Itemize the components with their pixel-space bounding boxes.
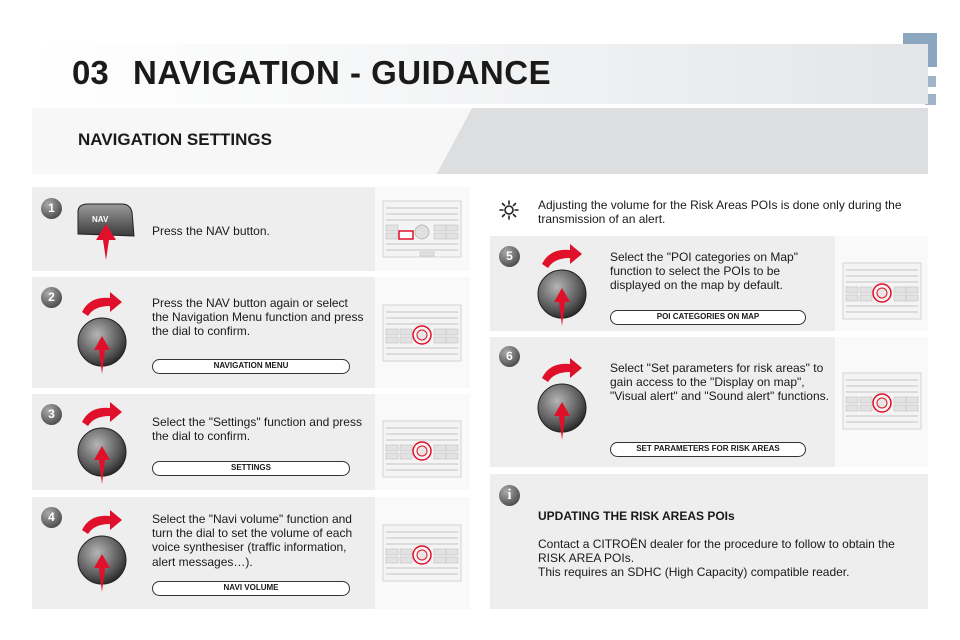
info-text: Contact a CITROËN dealer for the procedure to follow to obtain the RISK AREA POIs.: [538, 537, 895, 566]
nav-key-label: NAV: [92, 215, 109, 224]
rotary-dial-icon: [530, 356, 600, 444]
nav-key-icon: [70, 196, 142, 264]
menu-label-settings: SETTINGS: [152, 461, 350, 476]
rotary-dial-icon: [70, 290, 140, 378]
step-text: Select "Set parameters for risk areas" to gain access to the "Display on map", "Visual alert" and "Sound alert" functions.: [610, 361, 829, 404]
step-number-badge: 3: [41, 404, 62, 425]
step-number-badge: 2: [41, 287, 62, 308]
radio-unit-icon: [382, 524, 462, 582]
info-text: This requires an SDHC (High Capacity) compatible reader.: [538, 565, 850, 579]
section-title: NAVIGATION SETTINGS: [78, 130, 272, 149]
menu-label-poi-categories: POI CATEGORIES ON MAP: [610, 310, 806, 325]
rotary-dial-icon: [70, 508, 140, 596]
rotary-dial-icon: [530, 242, 600, 330]
radio-unit-icon: [382, 304, 462, 362]
chapter-title: NAVIGATION - GUIDANCE: [133, 54, 552, 91]
radio-unit-icon: [842, 372, 922, 430]
radio-unit-icon: [842, 262, 922, 320]
step-number-badge: 5: [499, 246, 520, 267]
step-number-badge: 6: [499, 346, 520, 367]
radio-unit-icon: [382, 200, 462, 258]
step-text: Press the NAV button again or select the Navigation Menu function and press the dial to confirm.: [152, 296, 364, 339]
info-heading: UPDATING THE RISK AREAS POIs: [538, 509, 735, 523]
chapter-number: 03: [72, 54, 109, 91]
rotary-dial-icon: [70, 400, 140, 488]
step-text: Press the NAV button.: [152, 224, 270, 238]
info-icon: i: [499, 485, 520, 506]
menu-label-navigation-menu: NAVIGATION MENU: [152, 359, 350, 374]
step-text: Select the "POI categories on Map" function to select the POIs to be displayed on the map by default.: [610, 250, 798, 293]
step-text: Select the "Navi volume" function and turn the dial to set the volume of each voice synthesiser (traffic information, alert messages…).: [152, 512, 353, 569]
step-number-badge: 1: [41, 198, 62, 219]
step-number-badge: 4: [41, 507, 62, 528]
menu-label-navi-volume: NAVI VOLUME: [152, 581, 350, 596]
radio-unit-icon: [382, 420, 462, 478]
tip-text: Adjusting the volume for the Risk Areas POIs is done only during the transmission of an alert.: [538, 198, 902, 227]
tip-sun-icon: [498, 199, 520, 221]
menu-label-risk-areas: SET PARAMETERS FOR RISK AREAS: [610, 442, 806, 457]
step-text: Select the "Settings" function and press the dial to confirm.: [152, 415, 362, 444]
